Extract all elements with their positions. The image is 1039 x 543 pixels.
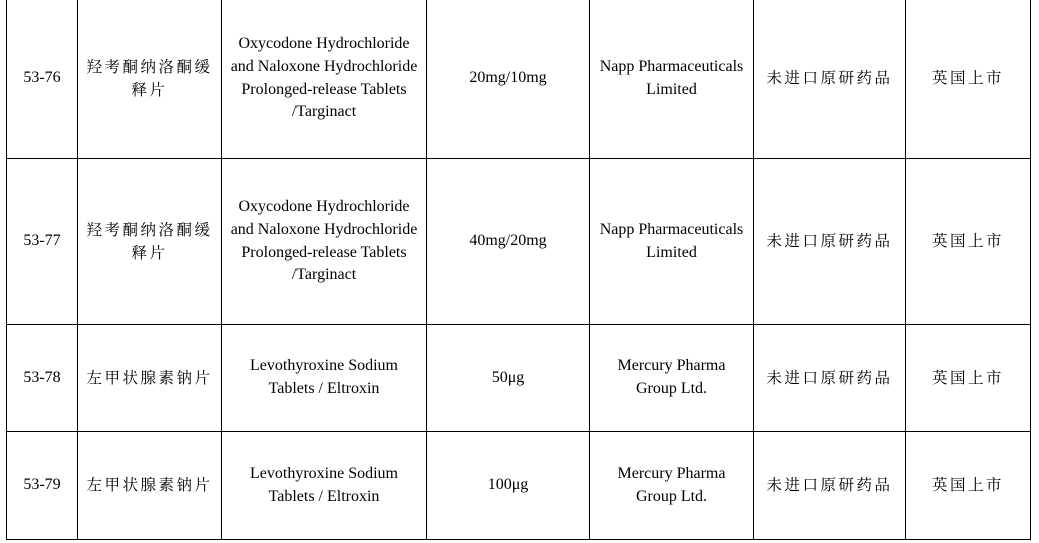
table-row bbox=[7, 325, 1031, 432]
row-id: 53-78 bbox=[7, 325, 78, 432]
drug-english-name: Oxycodone Hydrochloride and Naloxone Hydrochloride Prolonged-release Tablets /Targinact bbox=[222, 0, 427, 159]
drug-chinese-name: 羟考酮纳洛酮缓释片 bbox=[78, 159, 222, 325]
license-holder: Napp Pharmaceuticals Limited bbox=[590, 159, 754, 325]
license-holder: Napp Pharmaceuticals Limited bbox=[590, 0, 754, 159]
drug-category: 未进口原研药品 bbox=[754, 325, 906, 432]
row-id: 53-79 bbox=[7, 432, 78, 540]
drug-specification: 100μg bbox=[427, 432, 590, 540]
drug-table bbox=[6, 0, 1031, 540]
drug-category: 未进口原研药品 bbox=[754, 0, 906, 159]
row-id: 53-77 bbox=[7, 159, 78, 325]
drug-specification: 50μg bbox=[427, 325, 590, 432]
table-row bbox=[7, 432, 1031, 540]
table-row bbox=[7, 0, 1031, 159]
license-holder: Mercury Pharma Group Ltd. bbox=[590, 325, 754, 432]
drug-chinese-name: 左甲状腺素钠片 bbox=[78, 432, 222, 540]
license-holder: Mercury Pharma Group Ltd. bbox=[590, 432, 754, 540]
drug-chinese-name: 左甲状腺素钠片 bbox=[78, 325, 222, 432]
drug-english-name: Oxycodone Hydrochloride and Naloxone Hydrochloride Prolonged-release Tablets /Targinact bbox=[222, 159, 427, 325]
table-row bbox=[7, 159, 1031, 325]
drug-specification: 20mg/10mg bbox=[427, 0, 590, 159]
drug-chinese-name: 羟考酮纳洛酮缓释片 bbox=[78, 0, 222, 159]
market-status: 英国上市 bbox=[906, 0, 1031, 159]
market-status: 英国上市 bbox=[906, 159, 1031, 325]
market-status: 英国上市 bbox=[906, 432, 1031, 540]
drug-category: 未进口原研药品 bbox=[754, 432, 906, 540]
row-id: 53-76 bbox=[7, 0, 78, 159]
drug-english-name: Levothyroxine Sodium Tablets / Eltroxin bbox=[222, 325, 427, 432]
drug-english-name: Levothyroxine Sodium Tablets / Eltroxin bbox=[222, 432, 427, 540]
drug-specification: 40mg/20mg bbox=[427, 159, 590, 325]
market-status: 英国上市 bbox=[906, 325, 1031, 432]
drug-category: 未进口原研药品 bbox=[754, 159, 906, 325]
